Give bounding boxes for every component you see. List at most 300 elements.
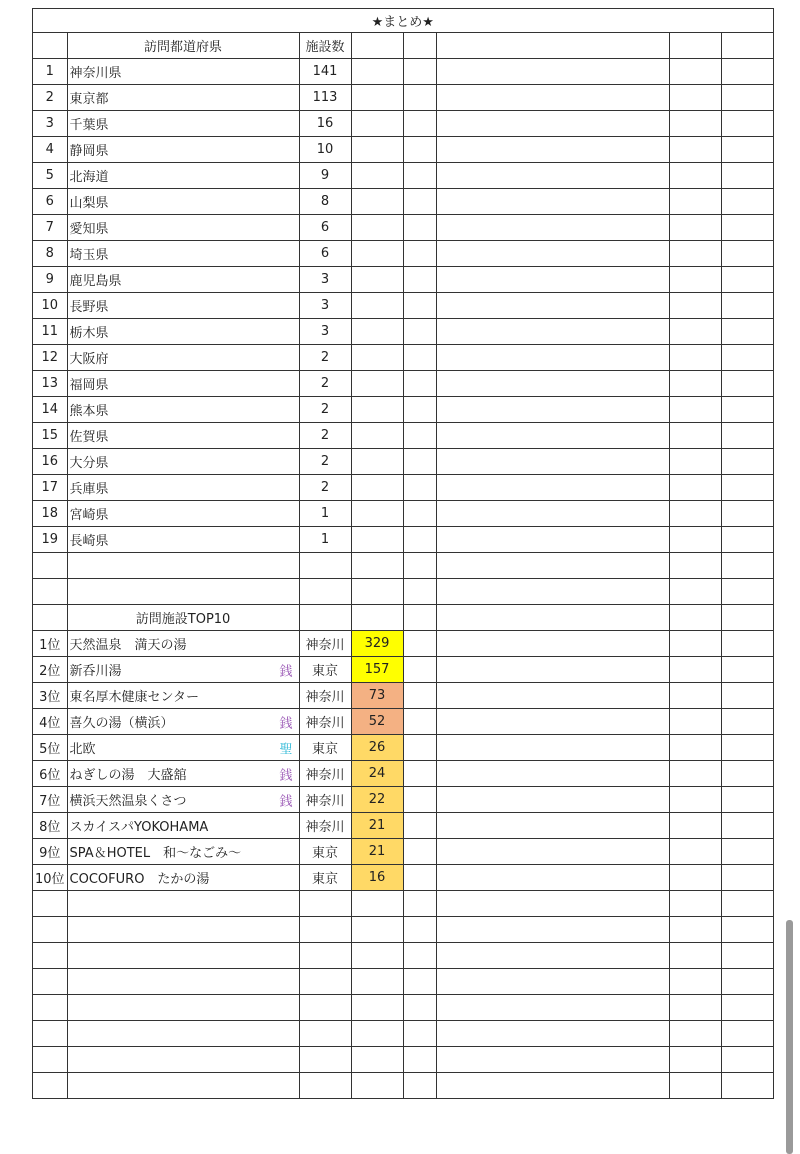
- cell[interactable]: [721, 657, 773, 683]
- cell[interactable]: [436, 111, 669, 137]
- cell[interactable]: [403, 995, 436, 1021]
- cell[interactable]: [351, 85, 403, 111]
- cell[interactable]: [721, 33, 773, 59]
- cell[interactable]: [299, 969, 351, 995]
- cell[interactable]: [403, 59, 436, 85]
- cell[interactable]: [351, 293, 403, 319]
- cell[interactable]: [721, 475, 773, 501]
- prefecture-count[interactable]: 16: [299, 111, 351, 137]
- cell[interactable]: [436, 787, 669, 813]
- facility-name[interactable]: [67, 813, 299, 839]
- cell[interactable]: [403, 189, 436, 215]
- cell[interactable]: [669, 839, 721, 865]
- cell[interactable]: [669, 865, 721, 891]
- prefecture-header-name[interactable]: 訪問都道府県: [67, 33, 299, 59]
- cell[interactable]: [436, 423, 669, 449]
- cell[interactable]: [351, 449, 403, 475]
- cell[interactable]: [351, 1073, 403, 1099]
- cell[interactable]: [299, 917, 351, 943]
- prefecture-count[interactable]: 2: [299, 397, 351, 423]
- cell[interactable]: [351, 267, 403, 293]
- cell[interactable]: [721, 319, 773, 345]
- cell[interactable]: [721, 59, 773, 85]
- cell[interactable]: [403, 787, 436, 813]
- cell[interactable]: [436, 553, 669, 579]
- cell[interactable]: [721, 709, 773, 735]
- cell[interactable]: [67, 917, 299, 943]
- cell[interactable]: [669, 995, 721, 1021]
- cell[interactable]: [33, 969, 68, 995]
- cell[interactable]: [721, 943, 773, 969]
- facility-prefecture[interactable]: 神奈川: [299, 631, 351, 657]
- cell[interactable]: [669, 241, 721, 267]
- cell[interactable]: [669, 579, 721, 605]
- prefecture-count[interactable]: 9: [299, 163, 351, 189]
- prefecture-name[interactable]: 長崎県: [67, 527, 299, 553]
- cell[interactable]: [403, 163, 436, 189]
- cell[interactable]: [67, 1073, 299, 1099]
- cell[interactable]: [669, 553, 721, 579]
- cell[interactable]: [721, 787, 773, 813]
- cell[interactable]: [33, 553, 68, 579]
- cell[interactable]: [436, 709, 669, 735]
- cell[interactable]: [351, 943, 403, 969]
- cell[interactable]: [403, 917, 436, 943]
- prefecture-count[interactable]: 3: [299, 267, 351, 293]
- cell[interactable]: [403, 85, 436, 111]
- cell[interactable]: [67, 553, 299, 579]
- cell[interactable]: [721, 839, 773, 865]
- cell[interactable]: [403, 267, 436, 293]
- facility-rank[interactable]: 9位: [33, 839, 68, 865]
- prefecture-rank[interactable]: 11: [33, 319, 68, 345]
- cell[interactable]: [721, 891, 773, 917]
- cell[interactable]: [669, 423, 721, 449]
- cell[interactable]: [436, 293, 669, 319]
- cell[interactable]: [351, 995, 403, 1021]
- cell[interactable]: [721, 553, 773, 579]
- cell[interactable]: [721, 605, 773, 631]
- cell[interactable]: [33, 605, 68, 631]
- cell[interactable]: [403, 345, 436, 371]
- cell[interactable]: [669, 683, 721, 709]
- facility-name[interactable]: [67, 657, 299, 683]
- prefecture-count[interactable]: 2: [299, 371, 351, 397]
- cell[interactable]: [403, 969, 436, 995]
- cell[interactable]: [721, 813, 773, 839]
- cell[interactable]: [669, 709, 721, 735]
- cell[interactable]: [669, 267, 721, 293]
- cell[interactable]: [436, 241, 669, 267]
- facility-visits[interactable]: 73: [351, 683, 403, 709]
- cell[interactable]: [33, 1047, 68, 1073]
- cell[interactable]: [436, 137, 669, 163]
- cell[interactable]: [669, 137, 721, 163]
- cell[interactable]: [403, 397, 436, 423]
- cell[interactable]: [351, 969, 403, 995]
- prefecture-rank[interactable]: 19: [33, 527, 68, 553]
- cell[interactable]: [351, 345, 403, 371]
- prefecture-rank[interactable]: 9: [33, 267, 68, 293]
- cell[interactable]: [721, 917, 773, 943]
- prefecture-name[interactable]: 埼玉県: [67, 241, 299, 267]
- prefecture-name[interactable]: 千葉県: [67, 111, 299, 137]
- cell[interactable]: [721, 631, 773, 657]
- cell[interactable]: [403, 371, 436, 397]
- cell[interactable]: [33, 579, 68, 605]
- prefecture-count[interactable]: 141: [299, 59, 351, 85]
- cell[interactable]: [351, 137, 403, 163]
- cell[interactable]: [436, 371, 669, 397]
- cell[interactable]: [669, 371, 721, 397]
- cell[interactable]: [669, 319, 721, 345]
- cell[interactable]: [351, 891, 403, 917]
- cell[interactable]: [721, 1047, 773, 1073]
- facility-visits[interactable]: 52: [351, 709, 403, 735]
- cell[interactable]: [351, 371, 403, 397]
- cell[interactable]: [403, 605, 436, 631]
- facility-prefecture[interactable]: 神奈川: [299, 709, 351, 735]
- cell[interactable]: [351, 163, 403, 189]
- prefecture-name[interactable]: 熊本県: [67, 397, 299, 423]
- cell[interactable]: [669, 345, 721, 371]
- cell[interactable]: [403, 709, 436, 735]
- cell[interactable]: [669, 605, 721, 631]
- facility-prefecture[interactable]: 東京: [299, 865, 351, 891]
- cell[interactable]: [403, 813, 436, 839]
- cell[interactable]: [33, 33, 68, 59]
- cell[interactable]: [721, 501, 773, 527]
- facility-visits[interactable]: 22: [351, 787, 403, 813]
- cell[interactable]: [403, 1021, 436, 1047]
- cell[interactable]: [403, 891, 436, 917]
- top10-header[interactable]: 訪問施設TOP10: [67, 605, 299, 631]
- cell[interactable]: [33, 943, 68, 969]
- cell[interactable]: [436, 1021, 669, 1047]
- cell[interactable]: [403, 423, 436, 449]
- prefecture-name[interactable]: 大阪府: [67, 345, 299, 371]
- cell[interactable]: [351, 59, 403, 85]
- facility-name[interactable]: [67, 735, 299, 761]
- cell[interactable]: [436, 267, 669, 293]
- facility-visits[interactable]: 24: [351, 761, 403, 787]
- cell[interactable]: [436, 1047, 669, 1073]
- cell[interactable]: [669, 189, 721, 215]
- prefecture-name[interactable]: 山梨県: [67, 189, 299, 215]
- cell[interactable]: [351, 241, 403, 267]
- cell[interactable]: [33, 891, 68, 917]
- facility-rank[interactable]: 8位: [33, 813, 68, 839]
- prefecture-rank[interactable]: 2: [33, 85, 68, 111]
- cell[interactable]: [33, 1021, 68, 1047]
- facility-prefecture[interactable]: 東京: [299, 839, 351, 865]
- cell[interactable]: [669, 943, 721, 969]
- prefecture-name[interactable]: 栃木県: [67, 319, 299, 345]
- cell[interactable]: [436, 33, 669, 59]
- facility-visits[interactable]: 157: [351, 657, 403, 683]
- cell[interactable]: [67, 891, 299, 917]
- cell[interactable]: [299, 1073, 351, 1099]
- cell[interactable]: [403, 657, 436, 683]
- prefecture-count[interactable]: 10: [299, 137, 351, 163]
- cell[interactable]: [403, 501, 436, 527]
- cell[interactable]: [403, 1047, 436, 1073]
- facility-visits[interactable]: 21: [351, 813, 403, 839]
- prefecture-count[interactable]: 3: [299, 293, 351, 319]
- facility-name[interactable]: [67, 631, 299, 657]
- cell[interactable]: [669, 969, 721, 995]
- cell[interactable]: [669, 631, 721, 657]
- cell[interactable]: [403, 293, 436, 319]
- cell[interactable]: [403, 137, 436, 163]
- prefecture-rank[interactable]: 7: [33, 215, 68, 241]
- cell[interactable]: [299, 579, 351, 605]
- cell[interactable]: [436, 969, 669, 995]
- cell[interactable]: [721, 163, 773, 189]
- cell[interactable]: [436, 397, 669, 423]
- cell[interactable]: [436, 215, 669, 241]
- cell[interactable]: [33, 1073, 68, 1099]
- prefecture-name[interactable]: 大分県: [67, 449, 299, 475]
- prefecture-rank[interactable]: 17: [33, 475, 68, 501]
- cell[interactable]: [67, 969, 299, 995]
- cell[interactable]: [436, 345, 669, 371]
- cell[interactable]: [403, 111, 436, 137]
- prefecture-rank[interactable]: 10: [33, 293, 68, 319]
- cell[interactable]: [721, 1073, 773, 1099]
- cell[interactable]: [669, 449, 721, 475]
- prefecture-rank[interactable]: 14: [33, 397, 68, 423]
- cell[interactable]: [669, 163, 721, 189]
- cell[interactable]: [721, 345, 773, 371]
- facility-prefecture[interactable]: 神奈川: [299, 787, 351, 813]
- cell[interactable]: [721, 1021, 773, 1047]
- cell[interactable]: [436, 475, 669, 501]
- cell[interactable]: [403, 33, 436, 59]
- cell[interactable]: [436, 761, 669, 787]
- cell[interactable]: [721, 683, 773, 709]
- cell[interactable]: [403, 865, 436, 891]
- cell[interactable]: [436, 917, 669, 943]
- cell[interactable]: [351, 917, 403, 943]
- cell[interactable]: [351, 319, 403, 345]
- prefecture-count[interactable]: 8: [299, 189, 351, 215]
- cell[interactable]: [669, 59, 721, 85]
- cell[interactable]: [403, 839, 436, 865]
- cell[interactable]: [721, 761, 773, 787]
- prefecture-name[interactable]: 東京都: [67, 85, 299, 111]
- prefecture-name[interactable]: 愛知県: [67, 215, 299, 241]
- cell[interactable]: [669, 787, 721, 813]
- facility-rank[interactable]: 3位: [33, 683, 68, 709]
- cell[interactable]: [403, 761, 436, 787]
- cell[interactable]: [669, 215, 721, 241]
- cell[interactable]: [721, 293, 773, 319]
- cell[interactable]: [299, 995, 351, 1021]
- cell[interactable]: [721, 527, 773, 553]
- cell[interactable]: [721, 215, 773, 241]
- prefecture-rank[interactable]: 15: [33, 423, 68, 449]
- cell[interactable]: [351, 1021, 403, 1047]
- prefecture-count[interactable]: 3: [299, 319, 351, 345]
- cell[interactable]: [351, 189, 403, 215]
- cell[interactable]: [669, 85, 721, 111]
- cell[interactable]: [299, 553, 351, 579]
- cell[interactable]: [403, 631, 436, 657]
- cell[interactable]: [436, 85, 669, 111]
- cell[interactable]: [669, 527, 721, 553]
- cell[interactable]: [351, 423, 403, 449]
- prefecture-name[interactable]: 長野県: [67, 293, 299, 319]
- cell[interactable]: [436, 657, 669, 683]
- cell[interactable]: [436, 995, 669, 1021]
- cell[interactable]: [436, 865, 669, 891]
- cell[interactable]: [403, 449, 436, 475]
- cell[interactable]: [721, 423, 773, 449]
- cell[interactable]: [403, 1073, 436, 1099]
- cell[interactable]: [669, 735, 721, 761]
- facility-rank[interactable]: 2位: [33, 657, 68, 683]
- prefecture-count[interactable]: 1: [299, 527, 351, 553]
- prefecture-count[interactable]: 2: [299, 475, 351, 501]
- prefecture-rank[interactable]: 3: [33, 111, 68, 137]
- cell[interactable]: [403, 475, 436, 501]
- cell[interactable]: [436, 501, 669, 527]
- cell[interactable]: [403, 683, 436, 709]
- cell[interactable]: [669, 475, 721, 501]
- cell[interactable]: [436, 813, 669, 839]
- cell[interactable]: [669, 397, 721, 423]
- cell[interactable]: [299, 891, 351, 917]
- cell[interactable]: [351, 501, 403, 527]
- cell[interactable]: [721, 995, 773, 1021]
- cell[interactable]: [403, 215, 436, 241]
- cell[interactable]: [669, 1073, 721, 1099]
- cell[interactable]: [436, 189, 669, 215]
- cell[interactable]: [721, 449, 773, 475]
- facility-name[interactable]: [67, 787, 299, 813]
- facility-visits[interactable]: 16: [351, 865, 403, 891]
- cell[interactable]: [436, 631, 669, 657]
- cell[interactable]: [299, 605, 351, 631]
- facility-visits[interactable]: 329: [351, 631, 403, 657]
- cell[interactable]: [436, 891, 669, 917]
- cell[interactable]: [436, 1073, 669, 1099]
- cell[interactable]: [669, 33, 721, 59]
- cell[interactable]: [403, 241, 436, 267]
- cell[interactable]: [299, 1047, 351, 1073]
- facility-rank[interactable]: 10位: [33, 865, 68, 891]
- cell[interactable]: [669, 1047, 721, 1073]
- cell[interactable]: [721, 137, 773, 163]
- prefecture-count[interactable]: 6: [299, 241, 351, 267]
- vertical-scrollbar[interactable]: [786, 920, 793, 1154]
- cell[interactable]: [436, 579, 669, 605]
- cell[interactable]: [351, 215, 403, 241]
- cell[interactable]: [721, 189, 773, 215]
- cell[interactable]: [721, 735, 773, 761]
- facility-rank[interactable]: 5位: [33, 735, 68, 761]
- cell[interactable]: [669, 1021, 721, 1047]
- cell[interactable]: [669, 657, 721, 683]
- cell[interactable]: [299, 1021, 351, 1047]
- prefecture-count[interactable]: 2: [299, 423, 351, 449]
- cell[interactable]: [436, 735, 669, 761]
- cell[interactable]: [403, 553, 436, 579]
- facility-rank[interactable]: 1位: [33, 631, 68, 657]
- cell[interactable]: [669, 917, 721, 943]
- prefecture-name[interactable]: 宮崎県: [67, 501, 299, 527]
- prefecture-rank[interactable]: 13: [33, 371, 68, 397]
- cell[interactable]: [721, 111, 773, 137]
- facility-prefecture[interactable]: 東京: [299, 657, 351, 683]
- cell[interactable]: [403, 579, 436, 605]
- cell[interactable]: [721, 241, 773, 267]
- cell[interactable]: [403, 943, 436, 969]
- prefecture-rank[interactable]: 12: [33, 345, 68, 371]
- facility-prefecture[interactable]: 神奈川: [299, 813, 351, 839]
- cell[interactable]: [669, 761, 721, 787]
- prefecture-count[interactable]: 2: [299, 449, 351, 475]
- cell[interactable]: [436, 683, 669, 709]
- cell[interactable]: [403, 735, 436, 761]
- cell[interactable]: [721, 579, 773, 605]
- facility-prefecture[interactable]: 神奈川: [299, 683, 351, 709]
- prefecture-rank[interactable]: 8: [33, 241, 68, 267]
- prefecture-name[interactable]: 静岡県: [67, 137, 299, 163]
- prefecture-rank[interactable]: 16: [33, 449, 68, 475]
- cell[interactable]: [351, 579, 403, 605]
- prefecture-count[interactable]: 6: [299, 215, 351, 241]
- prefecture-rank[interactable]: 5: [33, 163, 68, 189]
- cell[interactable]: [436, 839, 669, 865]
- cell[interactable]: [669, 891, 721, 917]
- cell[interactable]: [669, 111, 721, 137]
- cell[interactable]: [351, 527, 403, 553]
- cell[interactable]: [67, 1047, 299, 1073]
- cell[interactable]: [351, 605, 403, 631]
- facility-rank[interactable]: 4位: [33, 709, 68, 735]
- prefecture-name[interactable]: 佐賀県: [67, 423, 299, 449]
- cell[interactable]: [33, 995, 68, 1021]
- facility-rank[interactable]: 6位: [33, 761, 68, 787]
- cell[interactable]: [721, 865, 773, 891]
- cell[interactable]: [436, 943, 669, 969]
- facility-name[interactable]: [67, 683, 299, 709]
- cell[interactable]: [351, 111, 403, 137]
- cell[interactable]: [67, 1021, 299, 1047]
- cell[interactable]: [403, 319, 436, 345]
- prefecture-rank[interactable]: 18: [33, 501, 68, 527]
- prefecture-count[interactable]: 113: [299, 85, 351, 111]
- cell[interactable]: [436, 527, 669, 553]
- cell[interactable]: [721, 397, 773, 423]
- cell[interactable]: [436, 319, 669, 345]
- facility-name[interactable]: [67, 865, 299, 891]
- facility-name[interactable]: [67, 709, 299, 735]
- cell[interactable]: [351, 397, 403, 423]
- prefecture-name[interactable]: 神奈川県: [67, 59, 299, 85]
- cell[interactable]: [669, 813, 721, 839]
- prefecture-name[interactable]: 北海道: [67, 163, 299, 189]
- cell[interactable]: [33, 917, 68, 943]
- cell[interactable]: [351, 475, 403, 501]
- facility-prefecture[interactable]: 東京: [299, 735, 351, 761]
- cell[interactable]: [669, 501, 721, 527]
- facility-visits[interactable]: 26: [351, 735, 403, 761]
- facility-prefecture[interactable]: 神奈川: [299, 761, 351, 787]
- cell[interactable]: [669, 293, 721, 319]
